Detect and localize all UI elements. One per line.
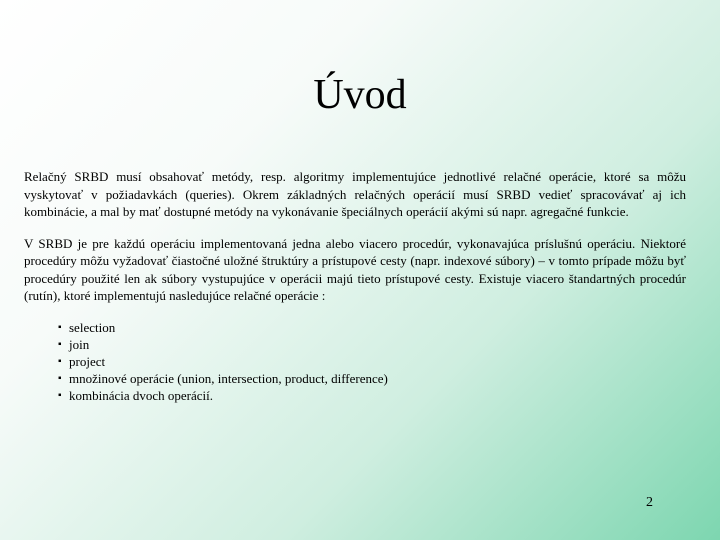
bullet-icon: ▪ <box>58 338 62 350</box>
list-item-text: join <box>69 336 90 352</box>
list-item <box>58 387 686 404</box>
list-item-text: kombinácia dvoch operácií. <box>69 387 214 403</box>
bullet-icon: ▪ <box>58 321 62 333</box>
bullet-icon: ▪ <box>58 389 62 401</box>
list-item <box>58 319 686 336</box>
list-item <box>58 353 686 370</box>
page-number: 2 <box>646 495 653 510</box>
list-item-text: selection <box>69 319 116 335</box>
bullet-icon: ▪ <box>58 372 62 384</box>
list-item-text: množinové operácie (union, intersection, product, difference) <box>69 370 388 386</box>
bullet-icon: ▪ <box>58 355 62 367</box>
slide-content <box>24 168 686 404</box>
list-item <box>58 336 686 353</box>
slide-title: Úvod <box>313 72 407 118</box>
paragraph-procedures: V SRBD je pre každú operáciu implementovaná jedna alebo viacero procedúr, vykonavajúca príslušnú operáciu. Niektoré procedúry môžu vyžadovať čiastočné uložné štruktúry a prístupové cesty (napr. indexové súbory) – v tomto prípade môžu byť procedúry použité len ak súbory vystupujúce v operácii majú tieto prístupové cesty. Existuje viacero štandartných procedúr (rutín), ktoré implementujú nasledujúce relačné operácie : <box>24 235 686 303</box>
paragraph-intro: Relačný SRBD musí obsahovať metódy, resp. algoritmy implementujúce jednotlivé relačné operácie, ktoré sa môžu vyskytovať v požiadavkách (queries). Okrem základných relačných operácií musí SRBD vedieť spracovávať aj ich kombinácie, a mal by mať dostupné metódy na vykonávanie špeciálnych operácií akými sú napr. agregačné funkcie. <box>24 169 686 219</box>
list-item <box>58 370 686 387</box>
list-item-text: project <box>69 353 106 369</box>
operations-list <box>24 319 686 404</box>
